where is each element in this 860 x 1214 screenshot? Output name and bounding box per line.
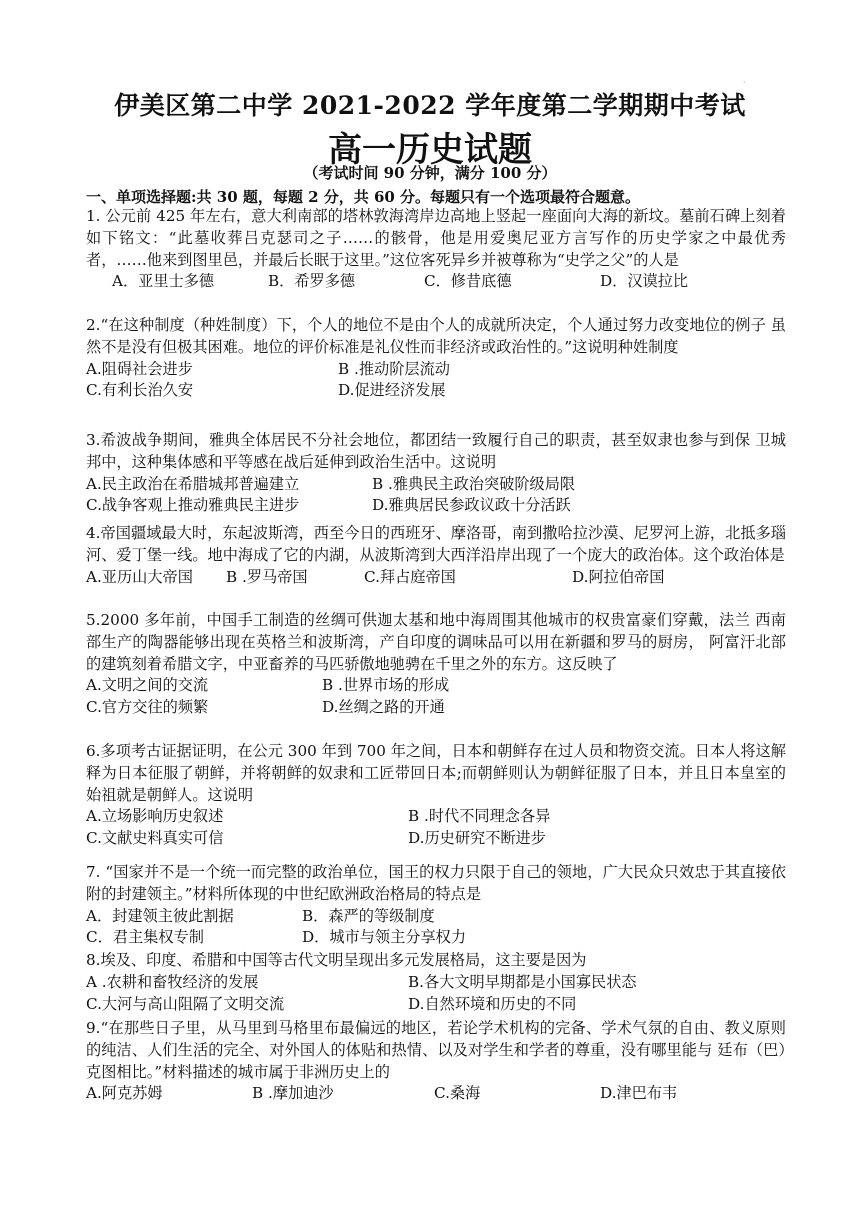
option-b[interactable]: B．希罗多德 (268, 272, 356, 291)
question-options (86, 972, 786, 994)
question-4 (86, 523, 786, 588)
option-c[interactable]: C.战争客观上推动雅典民主进步 (86, 496, 300, 515)
question-options (86, 675, 786, 697)
question-options (86, 271, 786, 293)
option-a[interactable]: A．亚里士多德 (112, 272, 215, 291)
option-d[interactable]: D.促进经济发展 (338, 381, 446, 400)
option-c[interactable]: C.官方交往的频繁 (86, 698, 209, 717)
option-d[interactable]: D.雅典居民参政议政十分活跃 (372, 496, 571, 515)
question-stem: 3.希波战争期间，雅典全体居民不分社会地位，都团结一致履行自己的职责，甚至奴隶也参与到保 卫城邦中，这种集体感和平等感在战后延伸到政治生活中。这说明 (86, 431, 786, 471)
question-stem: 5.2000 多年前，中国手工制造的丝绸可供迦太基和地中海周围其他城市的权贵富豪们穿戴，法兰 西南部生产的陶器能够出现在英格兰和波斯湾，产自印度的调味品可以用在新疆和罗马的厨房， 阿富汗北部的建筑刻着希腊文字，中亚畜养的马匹骄傲地驰骋在千里之外的东方。这反映了 (86, 611, 786, 673)
option-d[interactable]: D.丝绸之路的开通 (322, 698, 445, 717)
question-1 (86, 206, 786, 293)
question-options (86, 380, 786, 402)
option-a[interactable]: A.立场影响历史叙述 (86, 807, 224, 826)
option-b[interactable]: B .世界市场的形成 (322, 676, 450, 695)
option-d[interactable]: D.自然环境和历史的不同 (408, 994, 577, 1013)
exam-subject-title: 高一历史试题 (328, 130, 532, 170)
option-d[interactable]: D.津巴布韦 (600, 1084, 678, 1103)
question-options (86, 697, 786, 719)
option-b[interactable]: B .时代不同理念各异 (408, 807, 551, 826)
question-options (86, 1083, 786, 1105)
option-a[interactable]: A.阻碍社会进步 (86, 359, 193, 378)
option-c[interactable]: C．君主集权专制 (86, 928, 204, 947)
option-c[interactable]: C.桑海 (434, 1084, 481, 1103)
option-b[interactable]: B .罗马帝国 (226, 567, 308, 586)
question-stem: 7. “国家并不是一个统一而完整的政治单位，国王的权力只限于自己的领地，广大民众只效忠于其直接依附的封建领主。”材料所体现的中世纪欧洲政治格局的特点是 (86, 863, 786, 903)
option-a[interactable]: A．封建领主彼此割据 (86, 906, 234, 925)
question-options (86, 906, 786, 928)
option-b[interactable]: B .雅典民主政治突破阶级局限 (372, 474, 576, 493)
exam-time-info: （考试时间 90 分钟，满分 100 分） (303, 164, 557, 182)
option-a[interactable]: A.民主政治在希腊城邦普遍建立 (86, 474, 300, 493)
question-options (86, 495, 786, 517)
question-5 (86, 610, 786, 719)
option-d[interactable]: D．城市与领主分享权力 (302, 928, 467, 947)
question-stem: 6.多项考古证据证明，在公元 300 年到 700 年之间，日本和朝鲜存在过人员和物资交流。日本人将这解释为日本征服了朝鲜，并将朝鲜的奴隶和工匠带回日本;而朝鲜则认为朝鲜征服了日本，并且日本皇室的始祖就是朝鲜人。这说明 (86, 742, 786, 804)
option-c[interactable]: C．修昔底德 (424, 272, 512, 291)
question-options (86, 828, 786, 850)
option-c[interactable]: C.大河与高山阻隔了文明交流 (86, 994, 285, 1013)
option-a[interactable]: A.阿克苏姆 (86, 1084, 163, 1103)
question-stem: 4.帝国疆域最大时，东起波斯湾，西至今日的西班牙、摩洛哥，南到撒哈拉沙漠、尼罗河上游，北抵多瑙河、爱丁堡一线。地中海成了它的内湖，从波斯湾到大西洋沿岸出现了一个庞大的政治体。这个政治体是 (86, 524, 786, 564)
question-7 (86, 862, 786, 949)
question-stem: 1. 公元前 425 年左右，意大利南部的塔林敦海湾岸边高地上竖起一座面向大海的新坟。墓前石碑上刻着如下铭文：“此墓收葬吕克瑟司之子……的骸骨，他是用爱奥尼亚方言写作的历史学家之中最优秀者，……他来到图里邑，并最后长眠于这里。”这位客死异乡并被尊称为“史学之父”的人是 (86, 207, 786, 269)
option-c[interactable]: C.拜占庭帝国 (364, 567, 456, 586)
question-2 (86, 315, 786, 402)
question-3 (86, 430, 786, 517)
option-d[interactable]: D．汉谟拉比 (600, 272, 689, 291)
question-stem: 2.“在这种制度（种姓制度）下，个人的地位不是由个人的成就所决定，个人通过努力改变地位的例子 虽然不是没有但极其困难。地位的评价标准是礼仪性而非经济或政治性的。”这说明种姓制度 (86, 316, 786, 356)
question-6 (86, 741, 786, 850)
option-d[interactable]: D.历史研究不断进步 (408, 829, 546, 848)
question-options (86, 927, 786, 949)
exam-school-title: 伊美区第二中学 2021-2022 学年度第二学期期中考试 (114, 91, 746, 120)
question-8 (86, 950, 786, 1015)
section-heading: 一、单项选择题:共 30 题，每题 2 分，共 60 分。每题只有一个选项最符合题意。 (86, 188, 641, 206)
question-options (86, 567, 786, 589)
question-stem: 9.“在那些日子里，从马里到马格里布最偏远的地区，若论学术机构的完备、学术气氛的自由、教义原则的纯洁、人们生活的完全、对外国人的体贴和热情、以及对学生和学者的尊重，没有哪里能与 廷布（巴）克图相比。”材料描述的城市属于非洲历史上的 (86, 1019, 786, 1081)
option-a[interactable]: A .农耕和畜牧经济的发展 (86, 972, 259, 991)
option-c[interactable]: C.有利长治久安 (86, 381, 194, 400)
question-options (86, 474, 786, 496)
option-b[interactable]: B .摩加迪沙 (252, 1084, 334, 1103)
option-c[interactable]: C.文献史料真实可信 (86, 829, 224, 848)
question-options (86, 359, 786, 381)
option-a[interactable]: A.文明之间的交流 (86, 676, 209, 695)
option-b[interactable]: B .推动阶层流动 (338, 359, 450, 378)
option-b[interactable]: B.各大文明早期都是小国寡民状态 (408, 972, 637, 991)
option-d[interactable]: D.阿拉伯帝国 (572, 567, 665, 586)
question-options (86, 994, 786, 1016)
question-options (86, 806, 786, 828)
scan-mark: · (743, 78, 746, 87)
option-b[interactable]: B．森严的等级制度 (302, 906, 435, 925)
question-9 (86, 1018, 786, 1105)
option-a[interactable]: A.亚历山大帝国 (86, 567, 193, 586)
question-stem: 8.埃及、印度、希腊和中国等古代文明呈现出多元发展格局，这主要是因为 (86, 951, 587, 969)
